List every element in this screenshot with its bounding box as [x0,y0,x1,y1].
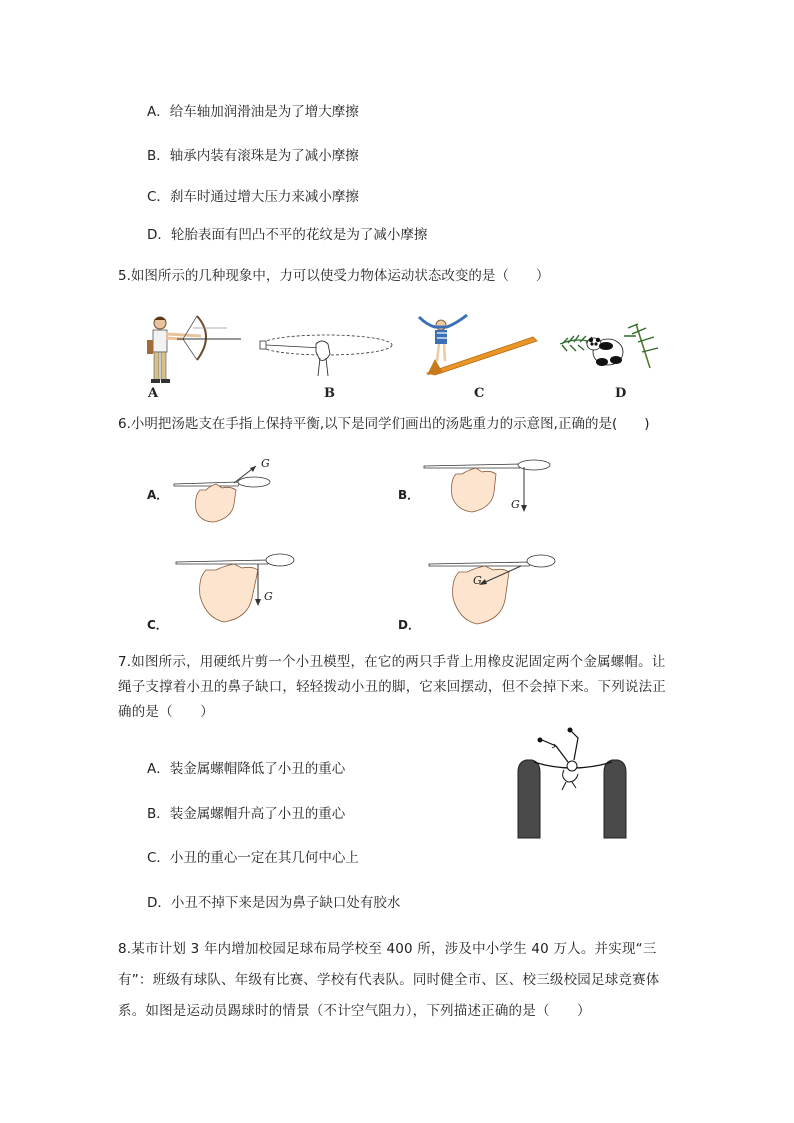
force-label-d: G [473,574,482,587]
q5-stem: 5.如图所示的几种现象中，力可以使受力物体运动状态改变的是（ ） [118,268,550,284]
q7-stem: 7.如图所示，用硬纸片剪一个小丑模型，在它的两只手背上用橡皮泥固定两个金属螺帽。让绳子支撑着小丑的鼻子缺口，轻轻拨动小丑的脚，它来回摆动，但不会掉下来。下列说法正确的是（ ） [118,654,666,720]
spoon-diagram-b [420,456,550,526]
q5-label-a: A [148,386,159,401]
q4-option-a: A．给车轴加润滑油是为了增大摩擦 [147,104,359,120]
q6-label-b: B． [398,488,420,502]
spoon-diagram-d [425,548,555,630]
q8-stem: 8.某市计划 3 年内增加校园足球布局学校至 400 所，涉及中小学生 40 万人。并实现“三有”：班级有球队、年级有比赛、学校有代表队。同时健全市、区、校三级校园足球竞赛体系。如图是运动员踢球时的情景（不计空气阻力），下列描述正确的是（ ） [118,941,660,1019]
q7-option-c: C．小丑的重心一定在其几何中心上 [147,850,359,866]
q5-label-b: B [324,386,335,401]
q7-option-d: D．小丑不掉下来是因为鼻子缺口处有胶水 [147,895,401,911]
q6-label-d: D． [398,618,420,632]
force-label-c: G [264,590,273,603]
spoon-diagram-c [172,548,297,630]
q4-option-b: B．轴承内装有滚珠是为了减小摩擦 [147,148,359,164]
whirling-ball-illustration [256,330,396,380]
q5-label-c: C [474,386,485,401]
q6-label-c: C． [147,618,168,632]
q4-option-c: C．刹车时通过增大压力来减小摩擦 [147,189,359,205]
force-label-b: G [511,498,520,511]
force-label-a: G [261,457,270,470]
q7-option-a: A．装金属螺帽降低了小丑的重心 [147,761,346,777]
q6-label-a: A． [147,488,169,502]
q4-option-d: D．轮胎表面有凹凸不平的花纹是为了减小摩擦 [147,227,428,243]
panda-bamboo-illustration [558,322,663,372]
clown-on-rope-illustration [512,726,642,842]
q6-stem: 6.小明把汤匙支在手指上保持平衡,以下是同学们画出的汤匙重力的示意图,正确的是( ) [118,416,650,432]
archer-illustration [135,314,245,386]
q5-label-d: D [615,386,627,401]
q7-option-b: B．装金属螺帽升高了小丑的重心 [147,806,346,822]
springboard-illustration [413,313,538,375]
